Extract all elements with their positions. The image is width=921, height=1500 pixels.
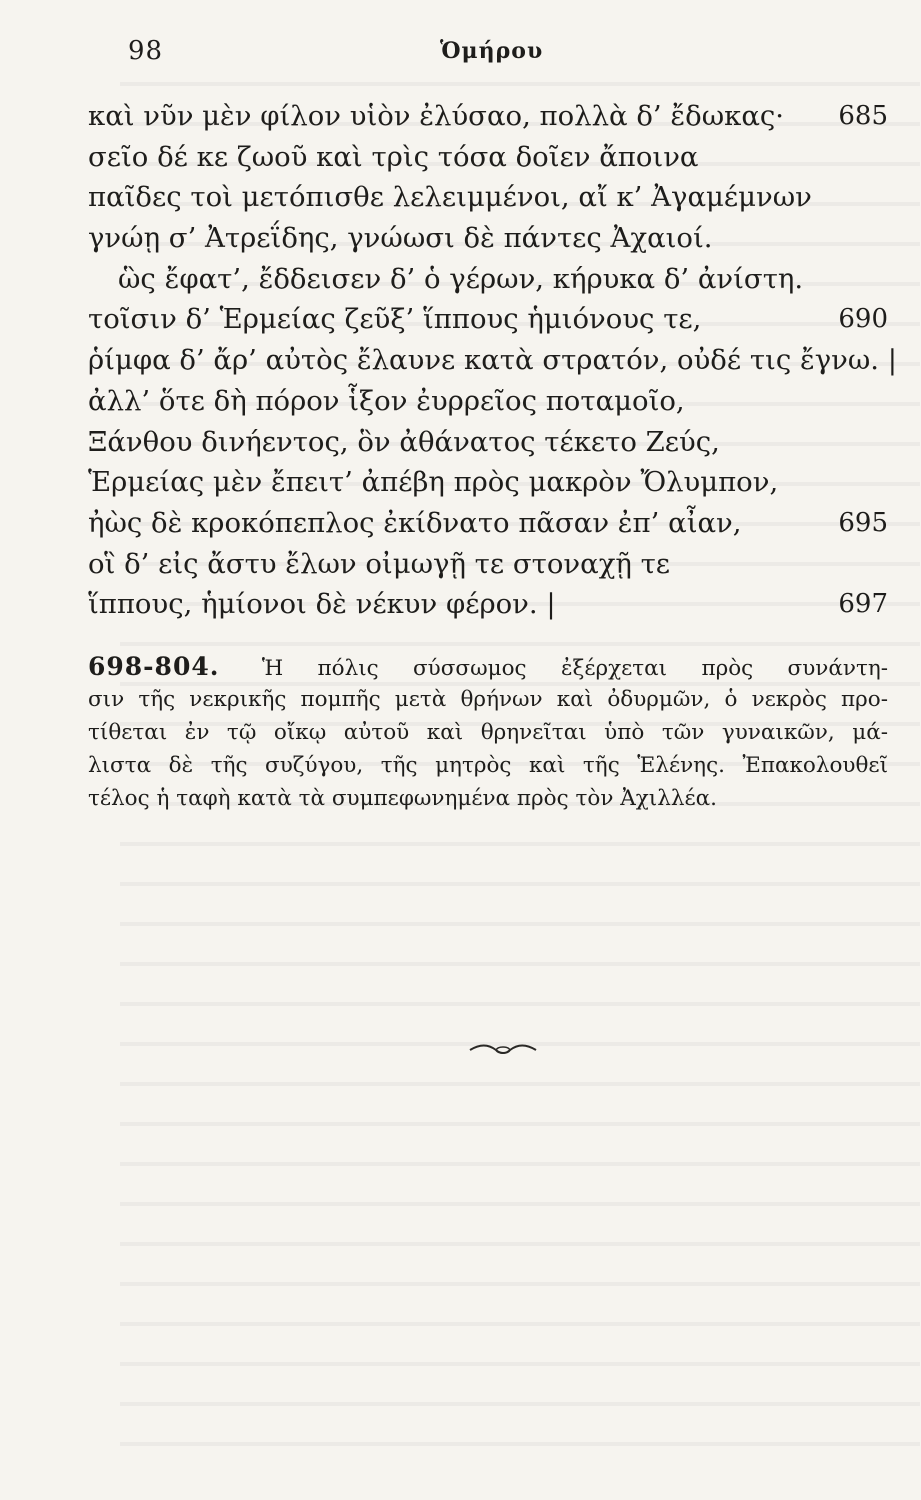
line-number: 690 <box>838 304 888 335</box>
page-number: 98 <box>128 36 164 66</box>
line-number: 695 <box>838 507 888 538</box>
end-ornament-icon <box>468 1040 538 1060</box>
verse-text: γνώῃ σ’ Ἀτρεΐδης, γνώωσι δὲ πάντες Ἀχαιοί. <box>88 222 713 255</box>
verse-line <box>88 381 888 422</box>
verse-text: ὣς ἔφατ’, ἔδδεισεν δ’ ὁ γέρων, κήρυκα δ’ ἀνίστη. <box>118 262 804 295</box>
summary-line: σιν τῆς νεκρικῆς πομπῆς μετὰ θρήνων καὶ ὀδυρμῶν, ὁ νεκρὸς προ- <box>88 687 888 712</box>
verse-block <box>88 96 898 625</box>
verse-text: Ξάνθου δινήεντος, ὃν ἀθάνατος τέκετο Ζεύς, <box>88 425 720 458</box>
verse-line <box>88 259 888 300</box>
summary-range: 698-804. <box>88 652 220 681</box>
summary-paragraph <box>88 650 888 815</box>
verse-line <box>88 422 888 463</box>
summary-line-text: Ἡ πόλις σύσσωμος ἐξέρχεται πρὸς συνάντη- <box>261 656 888 681</box>
verse-text: ἵππους, ἡμίονοι δὲ νέκυν φέρον. | <box>88 588 556 621</box>
running-title: Ὁμήρου <box>440 38 544 64</box>
verse-line <box>88 584 888 625</box>
verse-text: οἳ δ’ εἰς ἄστυ ἔλων οἰμωγῇ τε στοναχῇ τε <box>88 547 671 580</box>
verse-line <box>88 96 888 137</box>
summary-line <box>88 650 888 683</box>
summary-line: λιστα δὲ τῆς συζύγου, τῆς μητρὸς καὶ τῆς Ἑλένης. Ἐπακολουθεῖ <box>88 753 888 778</box>
verse-line <box>88 462 888 503</box>
verse-text: ἠὼς δὲ κροκόπεπλος ἐκίδνατο πᾶσαν ἐπ’ αἶαν, <box>88 506 742 539</box>
verse-line <box>88 340 898 381</box>
verse-text: τοῖσιν δ’ Ἑρμείας ζεῦξ’ ἵππους ἡμιόνους τε, <box>88 303 702 336</box>
summary-line: τέλος ἡ ταφὴ κατὰ τὰ συμπεφωνημένα πρὸς τὸν Ἀχιλλέα. <box>88 786 717 811</box>
verse-text: καὶ νῦν μὲν φίλον υἱὸν ἐλύσαο, πολλὰ δ’ ἔδωκας· <box>88 100 785 132</box>
verse-line <box>88 218 888 259</box>
verse-line <box>88 299 888 340</box>
summary-line: τίθεται ἐν τῷ οἴκῳ αὐτοῦ καὶ θρηνεῖται ὑπὸ τῶν γυναικῶν, μά- <box>88 720 888 745</box>
line-number: 685 <box>838 101 888 131</box>
verse-text: σεῖο δέ κε ζωοῦ καὶ τρὶς τόσα δοῖεν ἄποινα <box>88 140 699 173</box>
line-number: 697 <box>838 589 888 620</box>
verse-line <box>88 177 888 218</box>
verse-line <box>88 503 888 544</box>
verse-text: Ἑρμείας μὲν ἔπειτ’ ἀπέβη πρὸς μακρὸν Ὄλυμπον, <box>88 466 779 499</box>
verse-text: ἀλλ’ ὅτε δὴ πόρον ἷξον ἐυρρεῖος ποταμοῖο, <box>88 384 685 417</box>
verse-line <box>88 544 888 585</box>
verse-text: ῥίμφα δ’ ἄρ’ αὐτὸς ἔλαυνε κατὰ στρατόν, οὐδέ τις ἔγνω. | <box>88 344 898 377</box>
verse-text: παῖδες τοὶ μετόπισθε λελειμμένοι, αἴ κ’ Ἀγαμέμνων <box>88 181 812 214</box>
verse-line <box>88 137 888 178</box>
